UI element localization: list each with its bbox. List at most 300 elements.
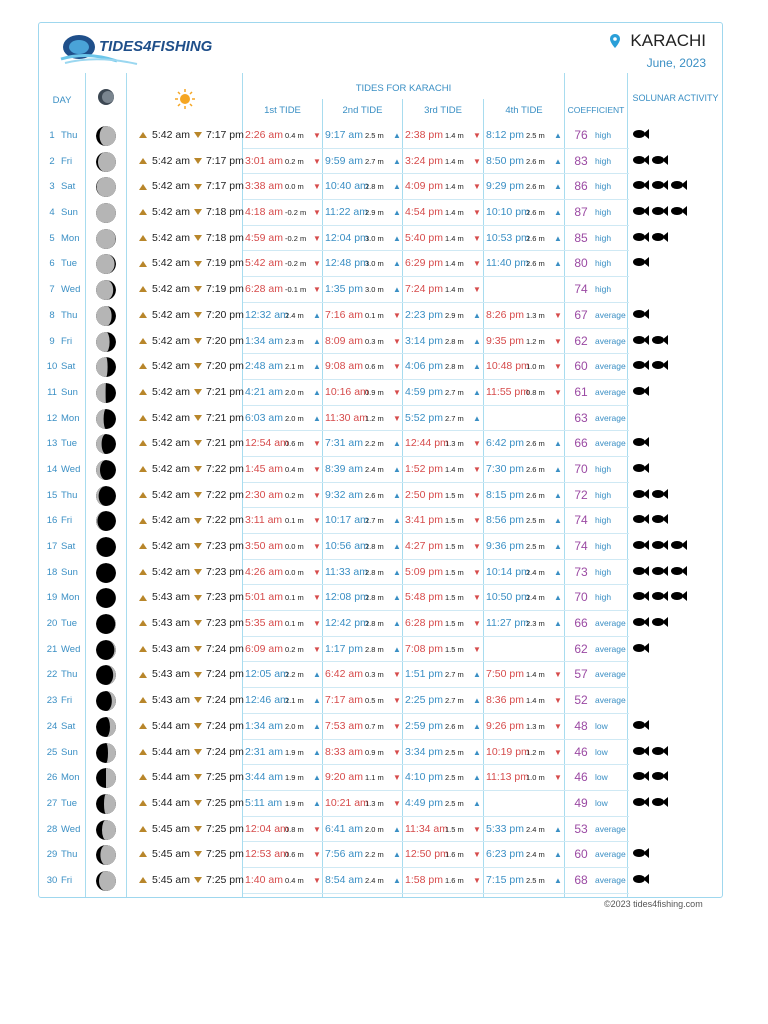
- moon-phase-icon: [96, 563, 116, 583]
- tide-time: 11:40 pm: [486, 257, 529, 270]
- tide-time: 12:08 pm: [325, 591, 369, 604]
- sunrise-sunset: [139, 277, 244, 303]
- tide-time: 6:23 pm: [486, 848, 524, 861]
- low-tide-arrow-icon: ▼: [313, 156, 321, 166]
- tide-time: 8:12 pm: [486, 129, 524, 141]
- tide-time: 2:48 am: [245, 360, 283, 373]
- low-tide-arrow-icon: ▼: [473, 156, 481, 166]
- sunrise-arrow-icon: [139, 774, 147, 780]
- coefficient-value: 70: [574, 590, 588, 605]
- table-row: [39, 534, 723, 560]
- sunset-arrow-icon: [194, 415, 202, 421]
- low-tide-arrow-icon: ▼: [473, 567, 481, 577]
- tide-time: 3:38 am: [245, 180, 283, 193]
- tide-time: 12:04 pm: [325, 231, 369, 244]
- tide-cell: [405, 817, 485, 843]
- tide-time: 1:17 pm: [325, 642, 363, 655]
- tide-height: 2.4 m: [526, 824, 545, 834]
- tide-time: 12:54 am: [245, 437, 289, 450]
- low-tide-arrow-icon: ▼: [554, 696, 562, 706]
- tide-cell: [486, 662, 566, 688]
- high-tide-arrow-icon: ▲: [393, 131, 401, 140]
- tide-height: 1.5 m: [445, 516, 464, 526]
- tide-time: 3:50 am: [245, 540, 283, 552]
- tide-time: 7:15 pm: [486, 873, 524, 886]
- sunrise-sunset: [139, 251, 244, 277]
- tide-time: 5:33 pm: [486, 822, 524, 835]
- tide-cell: [245, 431, 325, 457]
- weekday: Sun: [61, 386, 78, 398]
- sunset-time: 7:23 pm: [205, 591, 244, 604]
- sunrise-time: 5:42 am: [152, 360, 190, 373]
- tide-time: 10:53 pm: [486, 231, 530, 244]
- sunset-time: 7:20 pm: [205, 360, 244, 373]
- fish-icon: [633, 637, 649, 663]
- low-tide-arrow-icon: ▼: [313, 875, 321, 885]
- sunrise-time: 5:42 am: [152, 257, 190, 270]
- tide-time: 8:50 pm: [486, 154, 524, 167]
- tide-cell: [486, 585, 566, 611]
- sunrise-arrow-icon: [139, 158, 147, 164]
- solunar-activity: [633, 508, 671, 534]
- moon-phase-icon: [96, 743, 116, 763]
- table-row: [39, 714, 723, 740]
- low-tide-arrow-icon: ▼: [393, 798, 401, 808]
- fish-icon: [633, 226, 649, 252]
- tide-cell: [405, 354, 485, 380]
- table-row: [39, 508, 723, 534]
- coefficient-level: average: [595, 335, 626, 346]
- tide-height: 2.7 m: [365, 156, 384, 166]
- low-tide-arrow-icon: ▼: [473, 285, 481, 295]
- tide-height: 2.4 m: [526, 593, 545, 603]
- high-tide-arrow-icon: ▲: [313, 798, 321, 808]
- tide-height: 2.0 m: [365, 824, 384, 834]
- tide-height: 1.4 m: [445, 464, 464, 474]
- fish-icon: [633, 791, 649, 817]
- tide-height: 2.8 m: [365, 182, 384, 192]
- sunset-time: 7:18 pm: [205, 231, 244, 244]
- tide-cell: [325, 226, 405, 252]
- low-tide-arrow-icon: ▼: [473, 182, 481, 192]
- solunar-activity: [633, 149, 671, 175]
- moon-phase-icon: [96, 665, 116, 685]
- tide-time: 10:19 pm: [486, 745, 530, 758]
- coefficient-value: 52: [574, 693, 588, 708]
- weekday: Tue: [61, 438, 78, 450]
- sunrise-arrow-icon: [139, 595, 147, 601]
- tide-height: 0.3 m: [365, 670, 384, 680]
- sunset-arrow-icon: [194, 492, 202, 498]
- moon-phase-icon: [96, 820, 116, 840]
- fish-icon: [633, 303, 649, 329]
- tide-time: 4:54 pm: [405, 206, 443, 219]
- tide-cell: [245, 714, 325, 740]
- sunrise-arrow-icon: [139, 184, 147, 190]
- tide-time: 12:50 pm: [405, 848, 449, 861]
- high-tide-arrow-icon: ▲: [473, 670, 481, 680]
- high-tide-arrow-icon: ▲: [393, 156, 401, 166]
- tide-height: 2.7 m: [445, 413, 464, 423]
- table-row: [39, 740, 723, 766]
- tide-cell: [486, 611, 566, 637]
- sunrise-arrow-icon: [139, 261, 147, 267]
- coefficient-value: 73: [574, 564, 588, 579]
- tide-cell: [486, 329, 566, 355]
- tide-height: 1.4 m: [445, 182, 464, 192]
- coefficient-level: average: [595, 849, 626, 860]
- tide-cell: [405, 251, 485, 277]
- tide-cell: [245, 380, 325, 406]
- sunset-arrow-icon: [194, 877, 202, 883]
- tide-height: 1.4 m: [445, 208, 464, 218]
- fish-icon: [652, 483, 668, 509]
- month-label: June, 2023: [646, 56, 706, 70]
- sunrise-arrow-icon: [139, 363, 147, 369]
- solunar-activity: [633, 842, 652, 868]
- tide-height: 2.6 m: [526, 259, 545, 269]
- tide-time: 6:42 pm: [486, 437, 524, 450]
- sunrise-sunset: [139, 200, 244, 226]
- tide-time: 12:48 pm: [325, 257, 369, 270]
- weekday: Tue: [61, 258, 78, 270]
- sunset-arrow-icon: [194, 723, 202, 729]
- coefficient-value: 53: [574, 821, 588, 836]
- tide-cell: [245, 174, 325, 200]
- tide-rows: [39, 123, 723, 894]
- tide-cell: [486, 740, 566, 766]
- tide-height: 0.5 m: [365, 696, 384, 706]
- low-tide-arrow-icon: ▼: [473, 131, 481, 140]
- high-tide-arrow-icon: ▲: [393, 182, 401, 192]
- tide-cell: [245, 508, 325, 534]
- sunset-time: 7:24 pm: [205, 694, 244, 707]
- fish-icon: [633, 534, 649, 560]
- solunar-activity: [633, 611, 671, 637]
- low-tide-arrow-icon: ▼: [313, 285, 321, 295]
- coefficient-value: 86: [574, 179, 588, 194]
- day-number: 15: [46, 489, 58, 501]
- day-number: 29: [46, 849, 58, 861]
- tide-cell: [486, 560, 566, 586]
- fish-icon: [652, 200, 668, 226]
- tide-time: 7:31 am: [325, 437, 363, 450]
- sunset-time: 7:21 pm: [205, 437, 244, 450]
- sunset-time: 7:17 pm: [205, 129, 244, 141]
- sunset-time: 7:22 pm: [205, 514, 244, 527]
- table-row: [39, 483, 723, 509]
- sunrise-sunset: [139, 457, 244, 483]
- tide-cell: [486, 714, 566, 740]
- tide-cell: [245, 534, 325, 560]
- tide-cell: [325, 585, 405, 611]
- low-tide-arrow-icon: ▼: [473, 490, 481, 500]
- sunrise-time: 5:42 am: [152, 308, 190, 321]
- high-tide-arrow-icon: ▲: [393, 490, 401, 500]
- sunset-time: 7:17 pm: [205, 154, 244, 167]
- coefficient-level: average: [595, 412, 626, 423]
- tide-height: 1.4 m: [445, 156, 464, 166]
- sunrise-time: 5:42 am: [152, 154, 190, 167]
- tide-time: 2:30 am: [245, 488, 283, 501]
- sunset-arrow-icon: [194, 595, 202, 601]
- coefficient-level: high: [595, 258, 612, 269]
- fish-icon: [671, 174, 687, 200]
- sunset-time: 7:21 pm: [205, 385, 244, 398]
- tide-time: 12:04 am: [245, 822, 289, 835]
- day-number: 25: [46, 746, 58, 758]
- sunset-arrow-icon: [194, 184, 202, 190]
- day-number: 18: [46, 566, 58, 578]
- coefficient-value: 68: [574, 872, 588, 887]
- tide-height: 2.4 m: [526, 850, 545, 860]
- coefficient-value: 57: [574, 667, 588, 682]
- tide-cell: [405, 714, 485, 740]
- coefficient-level: average: [595, 874, 626, 885]
- tide-time: 10:56 am: [325, 540, 369, 552]
- low-tide-arrow-icon: ▼: [313, 567, 321, 577]
- day-header: DAY: [52, 95, 72, 106]
- tide-cell: [245, 560, 325, 586]
- moon-phase-icon: [96, 845, 116, 865]
- tide-height: 1.5 m: [445, 490, 464, 500]
- tide-cell: [405, 431, 485, 457]
- sunrise-time: 5:42 am: [152, 385, 190, 398]
- tide-height: 1.5 m: [445, 644, 464, 654]
- tide-height: -0.2 m: [285, 259, 307, 269]
- tide-height: 0.6 m: [285, 850, 304, 860]
- tide-cell: [486, 637, 566, 663]
- tide-time: 6:09 am: [245, 642, 283, 655]
- location-header: [610, 31, 706, 70]
- sunset-time: 7:25 pm: [205, 848, 244, 861]
- table-row: [39, 560, 723, 586]
- high-tide-arrow-icon: ▲: [393, 644, 401, 654]
- table-row: [39, 303, 723, 329]
- sunrise-sunset: [139, 740, 244, 766]
- sunrise-time: 5:42 am: [152, 565, 190, 578]
- high-tide-arrow-icon: ▲: [393, 542, 401, 551]
- sunset-arrow-icon: [194, 389, 202, 395]
- tide-cell: [325, 560, 405, 586]
- tide-cell: [245, 740, 325, 766]
- tide-time: 8:33 am: [325, 745, 363, 758]
- tide-cell: [325, 740, 405, 766]
- fish-icon: [633, 200, 649, 226]
- low-tide-arrow-icon: ▼: [473, 464, 481, 474]
- tide-time: 6:29 pm: [405, 257, 443, 270]
- sunrise-time: 5:42 am: [152, 283, 190, 296]
- moon-phase-icon: [96, 229, 116, 249]
- tide-time: 3:11 am: [245, 514, 283, 527]
- tide-cell: [486, 149, 566, 175]
- low-tide-arrow-icon: ▼: [393, 670, 401, 680]
- sunset-time: 7:24 pm: [205, 745, 244, 758]
- svg-text:TIDES4FISHING: TIDES4FISHING: [99, 38, 213, 55]
- tide-cell: [405, 277, 485, 303]
- fish-icon: [633, 149, 649, 175]
- coefficient-value: 60: [574, 359, 588, 374]
- tide-cell: [405, 174, 485, 200]
- tide-height: 1.5 m: [445, 542, 464, 551]
- coefficient-level: high: [595, 181, 612, 192]
- tide-time: 7:08 pm: [405, 642, 443, 655]
- fish-icon: [633, 380, 649, 406]
- tide-cell: [405, 149, 485, 175]
- tide-height: 1.2 m: [526, 336, 545, 346]
- tide-time: 9:32 am: [325, 488, 363, 501]
- sunset-arrow-icon: [194, 697, 202, 703]
- tide-cell: [325, 123, 405, 149]
- tide-height: 0.1 m: [365, 310, 384, 320]
- tide-cell: [405, 868, 485, 894]
- coefficient-value: 85: [574, 230, 588, 245]
- weekday: Thu: [61, 849, 78, 861]
- sunset-time: 7:21 pm: [205, 411, 244, 424]
- sunrise-arrow-icon: [139, 132, 147, 138]
- tide-time: 5:40 pm: [405, 231, 443, 244]
- sunset-time: 7:18 pm: [205, 206, 244, 219]
- sunset-arrow-icon: [194, 235, 202, 241]
- tide-time: 4:18 am: [245, 206, 283, 219]
- table-row: [39, 226, 723, 252]
- sunset-arrow-icon: [194, 800, 202, 806]
- sunrise-time: 5:42 am: [152, 488, 190, 501]
- day-number: 19: [46, 592, 58, 604]
- sunset-time: 7:19 pm: [205, 257, 244, 270]
- tide-cell: [486, 123, 566, 149]
- tide-cell: [325, 714, 405, 740]
- solunar-activity: [633, 740, 671, 766]
- fish-icon: [671, 534, 687, 560]
- sunrise-sunset: [139, 662, 244, 688]
- sunrise-arrow-icon: [139, 389, 147, 395]
- tide-cell: [245, 662, 325, 688]
- tide-height: 2.5 m: [365, 131, 384, 140]
- tide-height: 1.4 m: [445, 233, 464, 243]
- tide-height: 1.1 m: [365, 773, 384, 783]
- day-number: 12: [46, 412, 58, 424]
- sunrise-sunset: [139, 226, 244, 252]
- tide-height: 2.4 m: [365, 464, 384, 474]
- low-tide-arrow-icon: ▼: [313, 593, 321, 603]
- solunar-activity: [633, 174, 690, 200]
- tide-time: 11:30 am: [325, 411, 368, 424]
- sunrise-arrow-icon: [139, 620, 147, 626]
- tide-height: 2.2 m: [365, 439, 384, 449]
- day-number: 5: [49, 232, 55, 244]
- tide-cell: [486, 817, 566, 843]
- sunset-arrow-icon: [194, 518, 202, 524]
- tide-height: 2.8 m: [365, 644, 384, 654]
- fish-icon: [633, 765, 649, 791]
- low-tide-arrow-icon: ▼: [393, 310, 401, 320]
- high-tide-arrow-icon: ▲: [554, 593, 562, 603]
- tide-time: 5:01 am: [245, 591, 283, 604]
- moon-phase-icon: [96, 691, 116, 711]
- fish-icon: [633, 508, 649, 534]
- sunset-arrow-icon: [194, 158, 202, 164]
- low-tide-arrow-icon: ▼: [313, 516, 321, 526]
- low-tide-arrow-icon: ▼: [313, 490, 321, 500]
- sunset-time: 7:17 pm: [205, 180, 244, 193]
- sunrise-time: 5:42 am: [152, 334, 190, 347]
- fish-icon: [652, 226, 668, 252]
- tide-time: 8:09 am: [325, 334, 363, 347]
- moon-phase-icon: [96, 177, 116, 197]
- weekday: Fri: [61, 874, 73, 886]
- tide-time: 1:45 am: [245, 462, 283, 475]
- tide-cell: [245, 329, 325, 355]
- sunrise-time: 5:42 am: [152, 129, 190, 141]
- coefficient-level: average: [595, 669, 626, 680]
- weekday: Mon: [61, 412, 80, 424]
- tide-height: 2.9 m: [365, 208, 384, 218]
- tide-cell: [245, 149, 325, 175]
- weekday: Mon: [61, 592, 80, 604]
- sunrise-sunset: [139, 791, 244, 817]
- tide-time: 5:52 pm: [405, 411, 443, 424]
- fish-icon: [633, 251, 649, 277]
- coefficient-level: high: [595, 463, 612, 474]
- table-row: [39, 406, 723, 432]
- weekday: Sat: [61, 541, 76, 552]
- tide-cell: [325, 251, 405, 277]
- tide-time: 4:59 pm: [405, 385, 443, 398]
- tide-height: 1.6 m: [445, 850, 464, 860]
- tide-height: 0.0 m: [285, 567, 304, 577]
- high-tide-arrow-icon: ▲: [393, 850, 401, 860]
- coefficient-header: COEFFICIENT: [567, 105, 625, 115]
- tide-time: 11:22 am: [325, 206, 368, 219]
- sun-icon: [174, 88, 196, 110]
- tide-time: 3:34 pm: [405, 745, 443, 758]
- tide-time: 7:56 am: [325, 848, 363, 861]
- tide-cell: [325, 842, 405, 868]
- high-tide-arrow-icon: ▲: [473, 747, 481, 757]
- moon-phase-icon: [96, 794, 116, 814]
- tide-cell: [245, 868, 325, 894]
- tide-height: 2.5 m: [445, 747, 464, 757]
- fish-icon: [671, 585, 687, 611]
- weekday: Fri: [61, 335, 73, 347]
- tide-height: 0.8 m: [285, 824, 304, 834]
- sunrise-arrow-icon: [139, 646, 147, 652]
- tide-height: 0.7 m: [365, 721, 384, 731]
- low-tide-arrow-icon: ▼: [313, 542, 321, 551]
- tide-cell: [325, 534, 405, 560]
- day-number: 26: [46, 772, 58, 784]
- tide-time: 4:26 am: [245, 565, 283, 578]
- sunrise-arrow-icon: [139, 851, 147, 857]
- tide-height: 0.0 m: [285, 542, 304, 551]
- tide-time: 12:32 am: [245, 308, 289, 321]
- tide-time: 7:50 pm: [486, 668, 524, 681]
- sunrise-arrow-icon: [139, 672, 147, 678]
- solunar-activity: [633, 200, 690, 226]
- low-tide-arrow-icon: ▼: [554, 747, 562, 757]
- high-tide-arrow-icon: ▲: [313, 670, 321, 680]
- tide-height: 0.9 m: [365, 747, 384, 757]
- tide-cell: [325, 868, 405, 894]
- moon-phase-icon: [96, 614, 116, 634]
- tide-cell: [405, 842, 485, 868]
- fish-icon: [671, 200, 687, 226]
- tide-height: 1.3 m: [526, 721, 545, 731]
- sunrise-time: 5:42 am: [152, 411, 190, 424]
- tide-cell: [325, 174, 405, 200]
- tide-time: 10:50 pm: [486, 591, 530, 604]
